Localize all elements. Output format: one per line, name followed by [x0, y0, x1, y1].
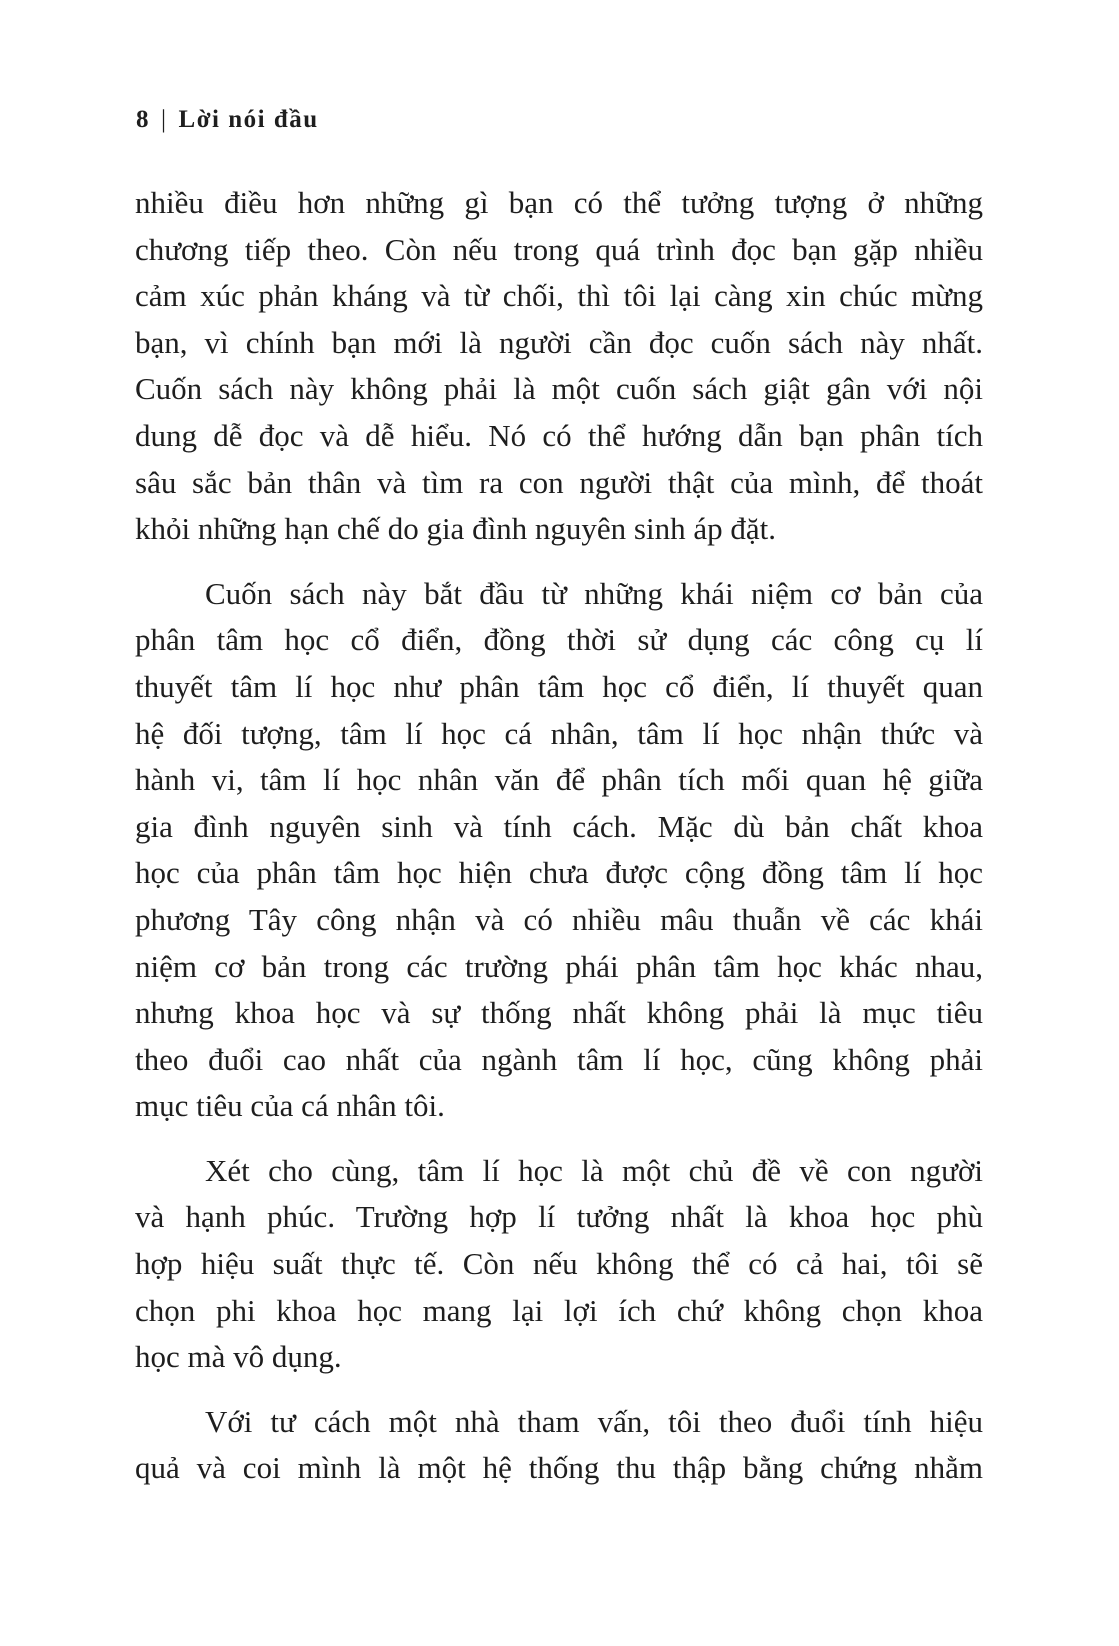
text-line: thuyết tâm lí học như phân tâm học cổ điển, lí thuyết quan: [135, 668, 983, 704]
paragraph: [135, 1399, 983, 1492]
paragraph: [135, 1148, 983, 1381]
page-number: 8: [136, 106, 150, 133]
running-head: [136, 106, 319, 134]
text-line: quả và coi mình là một hệ thống thu thập bằng chứng nhằm: [135, 1450, 983, 1486]
text-line: nhưng khoa học và sự thống nhất không phải là mục tiêu: [135, 995, 983, 1031]
text-line: học mà vô dụng.: [135, 1339, 342, 1375]
text-line: niệm cơ bản trong các trường phái phân tâm học khác nhau,: [135, 948, 983, 984]
text-line: Với tư cách một nhà tham vấn, tôi theo đuổi tính hiệu: [205, 1403, 983, 1439]
text-line: học của phân tâm học hiện chưa được cộng đồng tâm lí học: [135, 855, 983, 891]
text-line: chọn phi khoa học mang lại lợi ích chứ không chọn khoa: [135, 1292, 983, 1328]
text-line: phương Tây công nhận và có nhiều mâu thuẫn về các khái: [135, 901, 983, 937]
text-line: bạn, vì chính bạn mới là người cần đọc cuốn sách này nhất.: [135, 324, 983, 360]
header-title: Lời nói đầu: [178, 106, 319, 133]
text-line: phân tâm học cổ điển, đồng thời sử dụng các công cụ lí: [135, 622, 983, 658]
text-line: mục tiêu của cá nhân tôi.: [135, 1088, 445, 1124]
paragraph: [135, 180, 983, 553]
text-line: và hạnh phúc. Trường hợp lí tưởng nhất là khoa học phù: [135, 1199, 983, 1235]
text-line: cảm xúc phản kháng và từ chối, thì tôi lại càng xin chúc mừng: [135, 278, 983, 314]
text-line: Xét cho cùng, tâm lí học là một chủ đề về con người: [205, 1152, 983, 1188]
text-line: hệ đối tượng, tâm lí học cá nhân, tâm lí học nhận thức và: [135, 715, 983, 751]
text-line: Cuốn sách này không phải là một cuốn sách giật gân với nội: [135, 371, 983, 407]
text-line: sâu sắc bản thân và tìm ra con người thật của mình, để thoát: [135, 464, 983, 500]
header-separator: |: [161, 106, 168, 133]
paragraph: [135, 571, 983, 1130]
text-line: khỏi những hạn chế do gia đình nguyên sinh áp đặt.: [135, 511, 776, 547]
text-line: gia đình nguyên sinh và tính cách. Mặc dù bản chất khoa: [135, 808, 983, 844]
text-line: hợp hiệu suất thực tế. Còn nếu không thể có cả hai, tôi sẽ: [135, 1246, 983, 1282]
text-line: chương tiếp theo. Còn nếu trong quá trình đọc bạn gặp nhiều: [135, 231, 983, 267]
text-line: theo đuổi cao nhất của ngành tâm lí học, cũng không phải: [135, 1041, 983, 1077]
text-line: Cuốn sách này bắt đầu từ những khái niệm cơ bản của: [205, 575, 983, 611]
page-body: [135, 180, 983, 1510]
text-line: hành vi, tâm lí học nhân văn để phân tích mối quan hệ giữa: [135, 762, 983, 798]
text-line: dung dễ đọc và dễ hiểu. Nó có thể hướng dẫn bạn phân tích: [135, 417, 983, 453]
text-line: nhiều điều hơn những gì bạn có thể tưởng tượng ở những: [135, 185, 983, 220]
